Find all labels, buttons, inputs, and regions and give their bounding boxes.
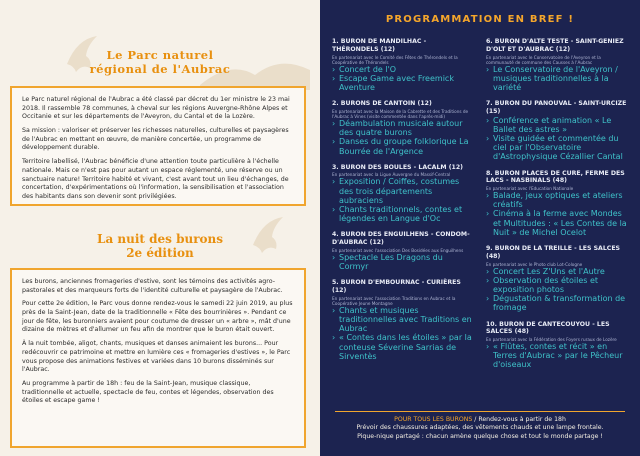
buron-entry (486, 245, 628, 312)
activity-item (486, 209, 628, 237)
buron-partner: En partenariat avec la Fédération des Foyers ruraux de Lozère (486, 337, 617, 342)
activity-item (332, 205, 474, 223)
activity-item (486, 342, 628, 370)
chevron-right-icon: › (486, 275, 490, 285)
activity-item (486, 65, 628, 93)
nuit-title-line1: La nuit des burons (97, 232, 223, 246)
buron-partner: En partenariat avec le Comité des Fêtes de Thérondels et la Coopérative de Thérondels (332, 54, 458, 65)
chevron-right-icon: › (332, 252, 336, 262)
parc-title-line2: régional de l'Aubrac (89, 62, 231, 77)
activity-label: « Contes dans les étoiles » par la conteuse Séverine Sarrias de Sirventès (339, 333, 472, 361)
chevron-right-icon: › (332, 137, 336, 147)
activity-item (486, 116, 628, 134)
buron-entry (486, 38, 628, 92)
buron-partner: En partenariat avec l'association Traditions en Aubrac et la Coopérative Jeune Montagne (332, 295, 456, 306)
activity-item (332, 119, 474, 137)
nuit-paragraph: Les burons, anciennes fromageries d'estive, sont les témoins des activités agro-pastorales et des marqueurs forts de l'identité culturelle et paysagère de l'Aubrac. (22, 278, 283, 294)
activity-item (486, 294, 628, 312)
activity-item (332, 65, 474, 74)
chevron-right-icon: › (486, 191, 490, 201)
buron-title: 1. BURON DE MANDILHAC - THÉRONDELS (12) (332, 38, 427, 53)
nuit-title (0, 232, 320, 261)
intro-paragraph: Territoire labellisé, l'Aubrac bénéficie d'une attention toute particulière à l'échelle nationale. Mais ce n'est pas pour autant un espace réglementé, une réserve ou un sanctuaire nature! Territoire habité et vivant, c'est avant tout un lieu d'échanges, de concertation, d'expérimentations où l'information, la sensibilisation et l'association des habitants dans son devenir sont privilégiées. (22, 158, 289, 200)
buron-partner: En partenariat avec le Conservatoire de l'Aveyron et la communauté de commune des Causses à l'Aubrac (486, 54, 601, 65)
activity-item (332, 306, 474, 334)
buron-title: 3. BURON DES BOULES - LACALM (12) (332, 163, 463, 171)
buron-entry (332, 164, 474, 224)
programme-column-1 (332, 38, 474, 369)
intro-paragraph: Le Parc naturel régional de l'Aubrac a été classé par décret du 1er ministre le 23 mai 2018. Il rassemble 78 communes, à cheval sur les régions Auvergne-Rhône Alpes et Occitanie et sur les départements de l'Aveyron, du Cantal et de la Lozère. (22, 96, 290, 121)
buron-title: 6. BURON D'ALTE TESTE - SAINT-GENIEZ D'OLT ET D'AUBRAC (12) (486, 38, 624, 53)
activity-item (486, 134, 628, 162)
activity-label: Cinéma à la ferme avec Mondes et Multitudes : « Les Contes de la Nuit » de Michel Ocelot (493, 209, 627, 237)
activity-label: Balade, jeux optiques et ateliers créatifs (493, 191, 623, 210)
chevron-right-icon: › (486, 134, 490, 143)
parc-title-line1: Le Parc naturel (106, 48, 214, 62)
buron-title: 8. BURON PLACES DE CURE, FERME DES LACS - NASBINALS (48) (486, 169, 625, 185)
buron-partner: En partenariat avec le Photo club Lot-Cologne (486, 261, 583, 267)
bottom-text: / Rendez-vous à partir de 18h (472, 416, 566, 423)
buron-entry (486, 100, 628, 161)
chevron-right-icon: › (332, 73, 336, 83)
bottom-notice (335, 411, 625, 452)
activity-item (332, 177, 474, 205)
activity-item (486, 191, 628, 209)
buron-title: 9. BURON DE LA TREILLE - LES SALCES (48) (486, 245, 621, 260)
activity-label: Chants traditionnels, contes et légendes en Langue d'Oc (339, 205, 463, 224)
chevron-right-icon: › (486, 209, 490, 219)
activity-item (332, 74, 474, 92)
chevron-right-icon: › (486, 115, 490, 125)
chevron-right-icon: › (332, 305, 336, 315)
buron-entry (332, 231, 474, 271)
activity-label: Chants et musiques traditionnelles avec Traditions en Aubrac (339, 305, 472, 334)
chevron-right-icon: › (486, 294, 490, 304)
buron-entry (486, 321, 628, 370)
buron-entry (486, 170, 628, 237)
bottom-notice-line3: Pique-nique partagé : chacun amène quelque chose et tout le monde partage ! (357, 432, 603, 440)
chevron-right-icon: › (332, 64, 336, 74)
nuit-title-line2: 2e édition (126, 246, 194, 261)
activity-item (486, 276, 628, 294)
buron-title: 4. BURON DES ENGUILHENS - CONDOM-D'AUBRAC (12) (332, 231, 470, 247)
buron-partner: En partenariat avec l'Education Nationale (486, 186, 574, 192)
buron-entry (332, 100, 474, 156)
buron-entry (332, 38, 474, 92)
programme-column-2 (486, 38, 628, 378)
activity-label: Dégustation & transformation de fromage (493, 294, 626, 313)
parc-info-box (10, 86, 306, 206)
activity-label: Le Conservatoire de l'Aveyron / musiques traditionnelles à la variété (493, 64, 618, 92)
nuit-paragraph: Au programme à partir de 18h : feu de la Saint-Jean, musique classique, traditionnelle et actuelle, spectacle de feu, contes et légendes, observation des étoiles et escape game ! (22, 379, 274, 405)
activity-item (486, 267, 628, 276)
activity-item (332, 333, 474, 361)
nuit-info-box (10, 268, 306, 448)
activity-label: Observation des étoiles et exposition photos (493, 275, 599, 294)
buron-partner: En partenariat avec la Ligue Auvergne du Massif-Central (332, 172, 451, 178)
nuit-paragraph: À la nuit tombée, aligot, chants, musiques et danses animaient les burons... Pour redécouvrir ce patrimoine et mettre en lumière ces « fromageries d'estives », le Parc vous propose des animations festives et variées dans 10 burons disséminés sur l'Aubrac. (22, 340, 291, 374)
nuit-paragraph: Pour cette 2e édition, le Parc vous donne rendez-vous le samedi 22 juin 2019, au plus près de la Saint-Jean, date de la traditionnelle « Fête des bourrinières ». Pendant ce jour de fête, les buronniers avaient pour coutume de dresser un « arbre », mât d'une dizaine de mètres et d'allumer un feu afin de montrer que le buron était ouvert. (22, 300, 293, 334)
chevron-right-icon: › (332, 205, 336, 215)
activity-label: Visite guidée et commentée du ciel par l'Observatoire d'Astrophysique Cézallier Cantal (493, 134, 623, 162)
chevron-right-icon: › (486, 64, 490, 74)
chevron-right-icon: › (332, 177, 336, 187)
activity-label: Déambulation musicale autour des quatre burons (339, 118, 463, 138)
activity-label: Exposition / Coiffes, costumes des trois départements aubraciens (339, 177, 460, 205)
bottom-notice-line2: Prévoir des chaussures adaptées, des vêtements chauds et une lampe frontale. (356, 424, 604, 432)
buron-partner: En partenariat avec l'association Des Bosidées aux Enguilhens (332, 247, 464, 253)
activity-label: Concert Les Z'Uns et l'Autre (493, 266, 605, 276)
right-page (320, 0, 640, 456)
activity-label: Spectacle Les Dragons du Cormyr (339, 252, 443, 272)
intro-paragraph: Sa mission : valoriser et préserver les richesses naturelles, culturelles et paysagères de l'Aubrac en mettant en œuvre, de manière concertée, un programme de développement durable. (22, 127, 289, 152)
activity-label: Concert de l'O (339, 64, 397, 74)
activity-label: Conférence et animation « Le Ballet des astres » (493, 115, 612, 134)
parc-title (0, 48, 320, 77)
chevron-right-icon: › (486, 266, 490, 276)
chevron-right-icon: › (486, 342, 490, 352)
programme-title: PROGRAMMATION EN BREF ! (385, 14, 575, 25)
buron-title: 2. BURONS DE CANTOIN (12) (332, 100, 432, 108)
buron-title: 5. BURON D'EMBOURNAC - CURIÈRES (12) (332, 279, 461, 295)
activity-label: « Flûtes, contes et récit » en Terres d'Aubrac » par le Pêcheur d'oiseaux (493, 342, 623, 370)
chevron-right-icon: › (332, 333, 336, 343)
buron-title: 7. BURON DU PANOUVAL - SAINT-URCIZE (15) (486, 100, 627, 115)
buron-entry (332, 279, 474, 361)
activity-label: Danses du groupe folklorique La Bourrée de l'Argence (339, 137, 469, 156)
buron-title: 10. BURON DE CANTECOUYOU - LES SALCES (48) (486, 320, 610, 336)
chevron-right-icon: › (332, 118, 336, 128)
activity-label: Escape Game avec Freemick Aventure (339, 73, 454, 92)
activity-item (332, 253, 474, 271)
activity-item (332, 137, 474, 155)
bottom-lead: POUR TOUS LES BURONS (394, 416, 473, 423)
buron-partner: En partenariat avec la Maison de la Cabrette et des Traditions de l'Aubrac à Vines (visite commentée dans l'après-midi) (332, 108, 469, 119)
